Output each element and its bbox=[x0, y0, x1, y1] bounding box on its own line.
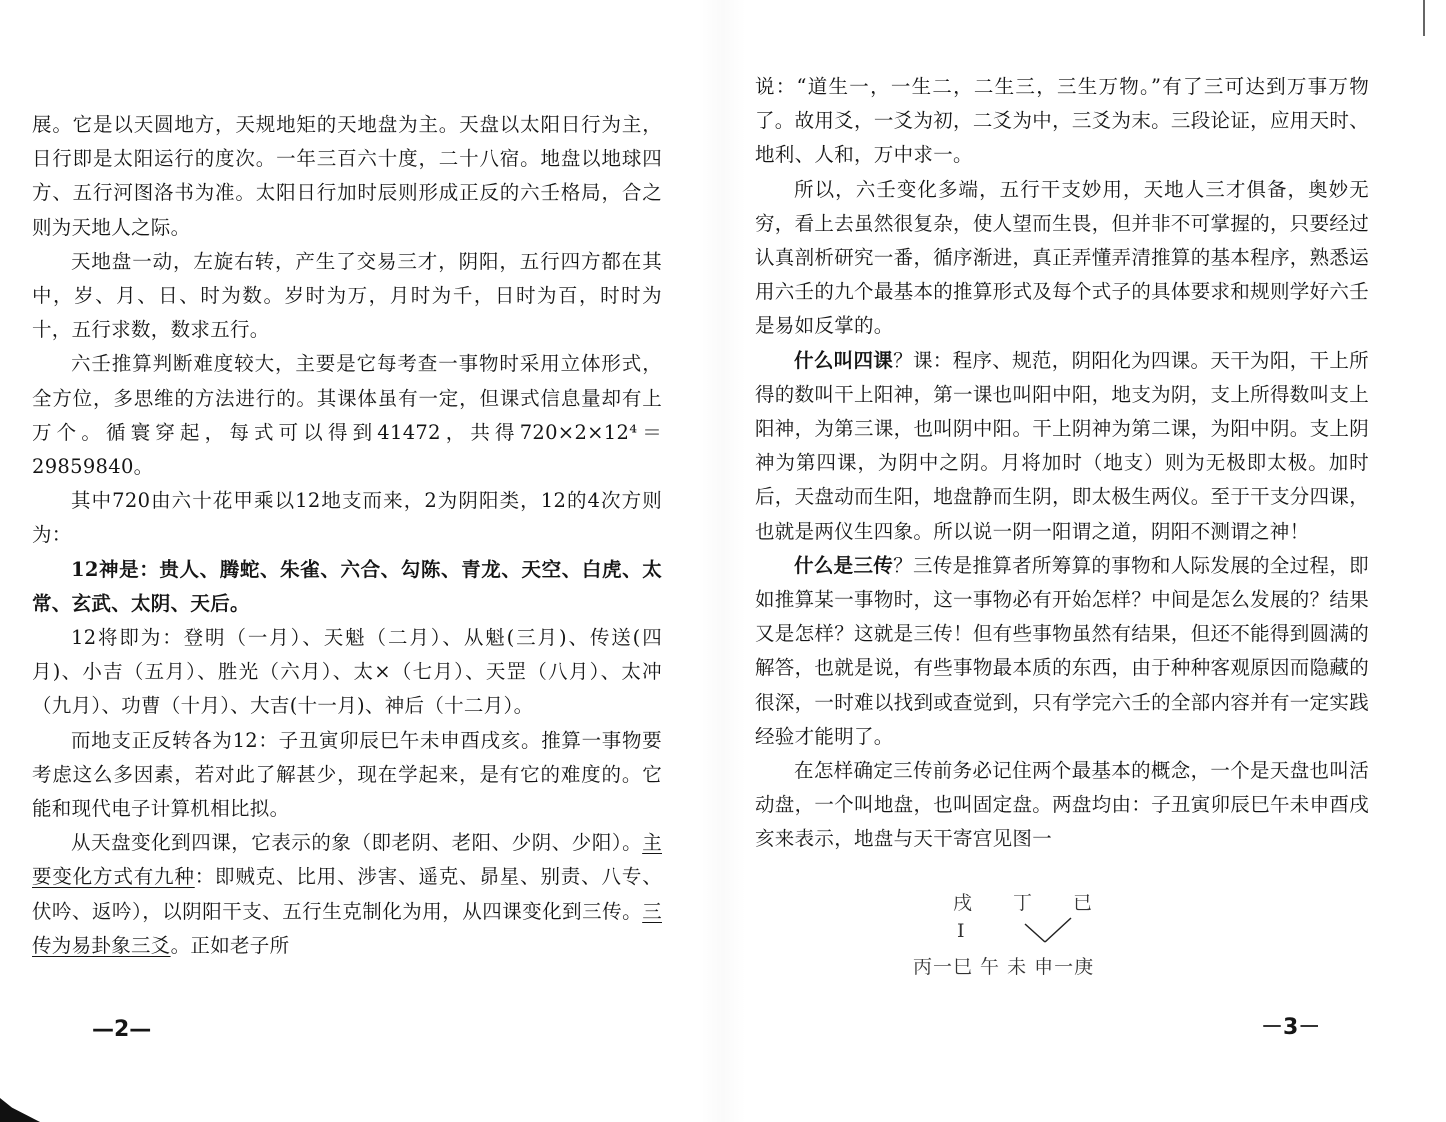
text-segment: ？三传是推算者所筹算的事物和人际发展的全过程，即如推算某一事物时，这一事物必有开始怎样？中间是怎么发展的？结果又是怎样？这就是三传！但有些事物虽然有结果，但还不能得到圆满的解答，也就是说，有些事物最本质的东西，由于种种客观原因而隐藏的很深，一时难以找到或查觉到，只有学完六壬的全部内容并有一定实践经验才能明了。 bbox=[755, 553, 1369, 748]
paragraph-earthly-branches: 而地支正反转各为12：子丑寅卯辰巳午未申酉戌亥。推算一事物要考虑这么多因素，若对此了解甚少，现在学起来，是有它的难度的。它能和现代电子计算机相比拟。 bbox=[32, 728, 662, 821]
scan-edge-mark bbox=[0, 1098, 40, 1122]
diagram-label-si: 已 bbox=[1073, 892, 1093, 914]
page-number: —2— bbox=[92, 1017, 152, 1042]
diagram-label-ding: 丁 bbox=[1013, 892, 1033, 914]
paragraph-12-gods: 12神是：贵人、腾蛇、朱雀、六合、勾陈、青龙、天空、白虎、太常、玄武、太阴、天后。 bbox=[32, 557, 662, 615]
right-page-text bbox=[755, 70, 1369, 857]
diagram-bottom-row: 丙一巳 午 未 申一庚 bbox=[913, 956, 1095, 978]
underlined-text: 三传为易卦象三爻 bbox=[32, 899, 662, 957]
text-segment: ：即贼克、比用、涉害、遥克、昴星、别责、八专、伏吟、返吟），以阴阳干支、五行生克制化为用，从四课变化到三传。 bbox=[32, 865, 662, 923]
paragraph-1: 展。它是以天圆地方，天规地矩的天地盘为主。天盘以太阳日行为主，日行即是太阳运行的度次。一年三百六十度，二十八宿。地盘以地球四方、五行河图洛书为准。太阳日行加时辰则形成正反的六壬格局，合之则为天地人之际。 bbox=[32, 113, 662, 239]
paragraph-last: 在怎样确定三传前务必记住两个最基本的概念，一个是天盘也叫活动盘，一个叫地盘，也叫固定盘。两盘均由：子丑寅卯辰巳午未申酉戌亥来表示，地盘与天干寄宫见图一 bbox=[755, 759, 1369, 851]
text-segment: ？课：程序、规范，阴阳化为四课。天干为阳，干上所得的数叫干上阳神，第一课也叫阳中阳，地支为阴，支上所得数叫支上阳神，为第三课，也叫阴中阳。干上阴神为第二课，为阳中阴。支上阴神为第四课，为阴中之阴。月将加时（地支）则为无极即太极。加时后，天盘动而生阳，地盘静而生阴，即太极生两仪。至于干支分四课，也就是两仪生四象。所以说一阴一阳谓之道，阴阳不测谓之神！ bbox=[755, 348, 1369, 543]
paragraph-12-generals: 12将即为：登明（一月）、天魁（二月）、从魁(三月)、传送(四月)、小吉（五月）、胜光（六月）、太×（七月）、天罡（八月）、太冲（九月）、功曹（十月）、大吉(十一月)、神后（十二月）。 bbox=[32, 626, 662, 718]
paragraph-3: 六壬推算判断难度较大，主要是它每考查一事物时采用立体形式，全方位，多思维的方法进行的。其课体虽有一定，但课式信息量却有上万个。循寰穿起，每式可以得到41472，共得720×2×12⁴＝29859840。 bbox=[32, 352, 662, 479]
paragraph-three-transmissions bbox=[755, 549, 1369, 754]
diagram-label-xu: 戌 bbox=[953, 892, 973, 914]
underlined-text: 主要变化方式有九种 bbox=[32, 831, 662, 889]
paragraph-four-lessons bbox=[755, 344, 1369, 549]
figure-one-diagram bbox=[913, 880, 1153, 990]
right-page bbox=[723, 0, 1446, 1122]
paragraph-4: 其中720由六十花甲乘以12地支而来，2为阴阳类，12的4次方则为： bbox=[32, 489, 662, 547]
heading-three-transmissions: 什么是三传 bbox=[794, 553, 894, 577]
heading-four-lessons: 什么叫四课 bbox=[794, 348, 894, 372]
scan-edge-mark bbox=[1423, 0, 1425, 36]
text-segment: 从天盘变化到四课，它表示的象（即老阴、老阳、少阴、少阳）。 bbox=[71, 831, 643, 855]
paragraph-2: 天地盘一动，左旋右转，产生了交易三才，阴阳，五行四方都在其中，岁、月、日、时为数。岁时为万，月时为千，日时为百，时时为十，五行求数，数求五行。 bbox=[32, 249, 662, 342]
text-segment: 。正如老子所 bbox=[170, 933, 290, 957]
paragraph-last bbox=[32, 826, 662, 963]
paragraph-1: 说：“道生一，一生二，二生三，三生万物。”有了三可达到万事万物了。故用爻，一爻为初，二爻为中，三爻为末。三段论证，应用天时、地利、人和，万中求一。 bbox=[755, 75, 1369, 167]
left-page-text bbox=[32, 108, 662, 963]
diagram-label-one: Ⅰ bbox=[957, 920, 965, 942]
paragraph-2: 所以，六壬变化多端，五行干支妙用，天地人三才俱备，奥妙无穷，看上去虽然很复杂，使人望而生畏，但并非不可掌握的，只要经过认真剖析研究一番，循序渐进，真正弄懂弄清推算的基本程序，熟悉运用六壬的九个最基本的推算形式及每个式子的具体要求和规则学好六壬是易如反掌的。 bbox=[755, 177, 1369, 338]
page-number: －3－ bbox=[1261, 1015, 1321, 1040]
